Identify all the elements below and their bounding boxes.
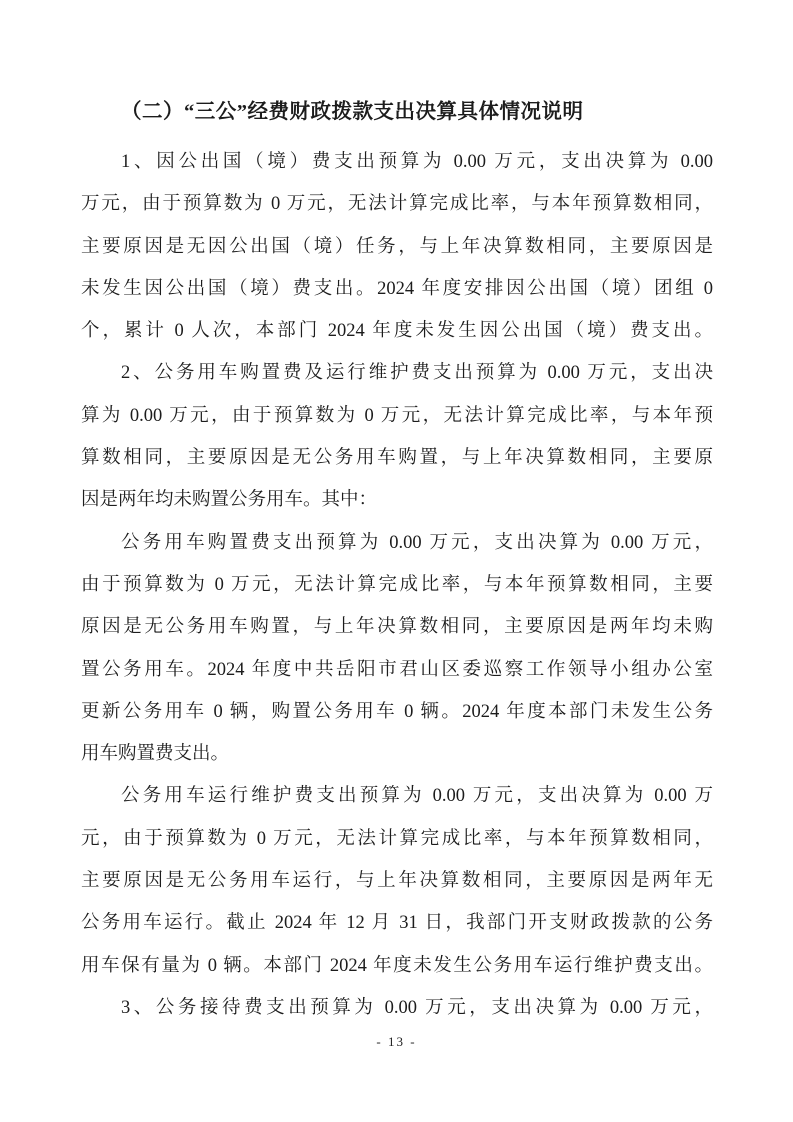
text-line: 主要原因是无公务用车运行，与上年决算数相同，主要原因是两年无 xyxy=(81,871,713,892)
text-line: 由于预算数为 0 万元，无法计算完成比率，与本年预算数相同，主要 xyxy=(81,574,713,595)
text-line: 因是两年均未购置公务用车。其中： xyxy=(81,490,378,511)
text-line: 算为 0.00 万元，由于预算数为 0 万元，无法计算完成比率，与本年预 xyxy=(81,405,713,426)
text-line: 公务用车运行维护费支出预算为 0.00 万元，支出决算为 0.00 万 xyxy=(121,786,713,807)
text-line: 1、因公出国（境）费支出预算为 0.00 万元，支出决算为 0.00 xyxy=(121,152,713,172)
text-line: 用车保有量为 0 辆。本部门 2024 年度未发生公务用车运行维护费支出。 xyxy=(81,955,713,976)
text-line: 3、公务接待费支出预算为 0.00 万元，支出决算为 0.00 万元， xyxy=(121,997,713,1018)
text-line: 个，累计 0 人次，本部门 2024 年度未发生因公出国（境）费支出。 xyxy=(81,321,713,342)
page-number: - 13 - xyxy=(376,1034,417,1049)
text-line: 主要原因是无因公出国（境）任务，与上年决算数相同，主要原因是 xyxy=(81,236,713,257)
text-line: 用车购置费支出。 xyxy=(81,744,230,765)
document-body xyxy=(81,141,713,1029)
text-line: 2、公务用车购置费及运行维护费支出预算为 0.00 万元，支出决 xyxy=(121,363,713,384)
text-line: 公务用车购置费支出预算为 0.00 万元，支出决算为 0.00 万元， xyxy=(121,532,713,553)
text-line: 未发生因公出国（境）费支出。2024 年度安排因公出国（境）团组 0 xyxy=(81,278,713,299)
document-content xyxy=(81,90,713,1029)
text-line: 公务用车运行。截止 2024 年 12 月 31 日，我部门开支财政拨款的公务 xyxy=(81,913,713,934)
text-line: 置公务用车。2024 年度中共岳阳市君山区委巡察工作领导小组办公室 xyxy=(81,659,713,680)
text-line: 更新公务用车 0 辆，购置公务用车 0 辆。2024 年度本部门未发生公务 xyxy=(81,701,713,722)
text-line: 原因是无公务用车购置，与上年决算数相同，主要原因是两年均未购 xyxy=(81,617,713,638)
section-heading: （二）“三公”经费财政拨款支出决算具体情况说明 xyxy=(121,101,584,123)
text-line: 万元，由于预算数为 0 万元，无法计算完成比率，与本年预算数相同， xyxy=(81,194,713,215)
text-line: 算数相同，主要原因是无公务用车购置，与上年决算数相同，主要原 xyxy=(81,448,713,469)
text-line: 元，由于预算数为 0 万元，无法计算完成比率，与本年预算数相同， xyxy=(81,828,713,849)
